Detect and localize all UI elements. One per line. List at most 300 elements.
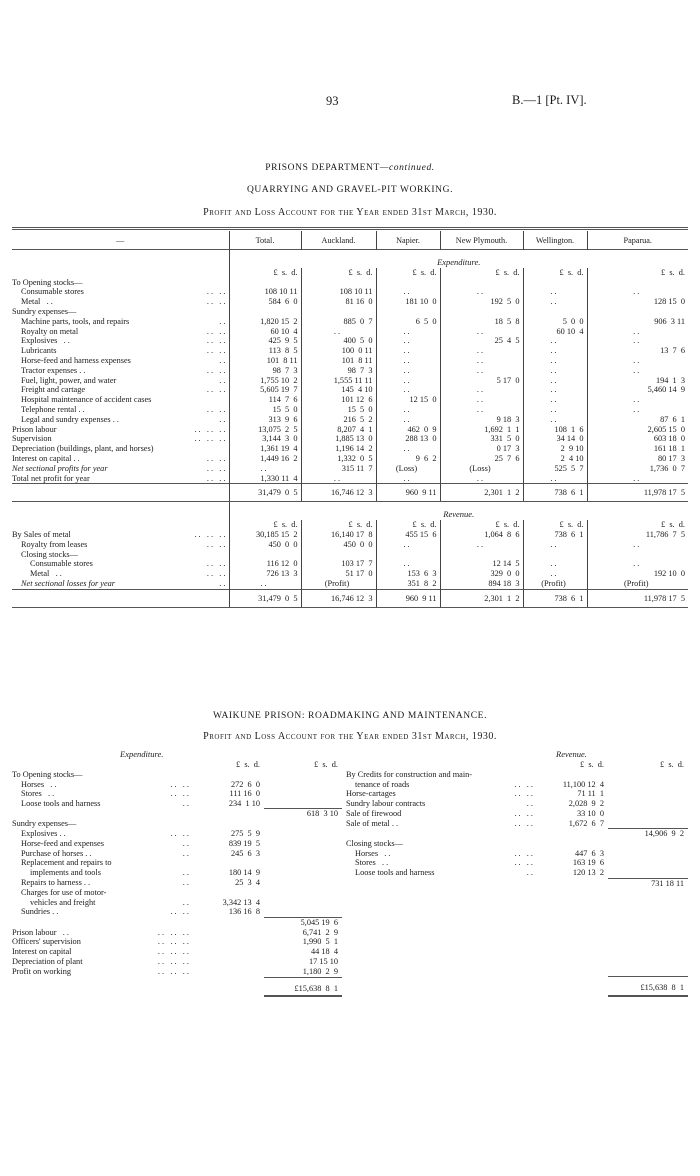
- amount-cell: [536, 770, 608, 780]
- subtotal-cell: [264, 770, 342, 780]
- row-label-cell: [12, 346, 229, 356]
- row-label: Fuel, light, power, and water: [21, 375, 117, 385]
- row-label: Purchase of horses . .: [21, 848, 92, 858]
- row-label-cell: [12, 849, 192, 859]
- value-cell: 313 9 6: [229, 415, 301, 425]
- leader-dots: . . . . . .: [157, 927, 189, 937]
- table-row: [12, 346, 688, 356]
- leader-dots: . . . .: [514, 848, 533, 858]
- value-cell: 9 18 3: [440, 415, 523, 425]
- money-unit-header: £ s. d.: [660, 760, 684, 769]
- value-cell: . .: [376, 540, 440, 550]
- table-row: [12, 789, 342, 799]
- value-cell: 98 7 3: [301, 366, 376, 376]
- table-row: [12, 780, 342, 790]
- row-label: Metal . .: [21, 297, 53, 307]
- row-label: Sundry labour contracts: [346, 799, 426, 809]
- value-cell: 116 12 0: [229, 559, 301, 569]
- leader-dots: . .: [219, 414, 226, 424]
- value-cell: . .: [440, 356, 523, 366]
- leader-dots: . . . .: [206, 365, 226, 375]
- value-cell: . .: [229, 579, 301, 589]
- amount-cell: 2,028 9 2: [568, 799, 604, 809]
- leader-dots: . . . . . .: [157, 966, 189, 976]
- blank-cell: [12, 250, 229, 268]
- value-cell: . .: [523, 356, 587, 366]
- table-row: [12, 819, 342, 829]
- blank-cell: [12, 760, 192, 770]
- value-cell: 726 13 3: [229, 569, 301, 579]
- value-cell: . .: [587, 336, 688, 346]
- row-label-cell: [12, 395, 229, 405]
- row-label: tenance of roads: [355, 779, 410, 789]
- value-cell: 108 10 11: [301, 287, 376, 297]
- leader-dots: . .: [526, 799, 533, 809]
- blank-cell: [12, 520, 229, 530]
- row-label: To Opening stocks—: [12, 277, 83, 287]
- value-cell: 101 8 11: [229, 356, 301, 366]
- subtotal-cell: [608, 849, 688, 859]
- leader-dots: . . . .: [170, 789, 189, 799]
- table-row: [346, 868, 688, 878]
- table-row: [12, 770, 342, 780]
- table-row: [12, 799, 342, 809]
- section-title-suffix: —continued.: [379, 163, 435, 173]
- amount-cell: [192, 947, 264, 957]
- value-cell: 194 1 3: [587, 376, 688, 386]
- value-cell: 108 10 11: [229, 287, 301, 297]
- row-label-cell: [12, 868, 192, 878]
- row-label-cell: [12, 770, 192, 780]
- amount-cell: [192, 928, 264, 938]
- value-cell: 101 12 6: [301, 395, 376, 405]
- value-cell: 1,755 10 2: [229, 376, 301, 386]
- amount-cell: [192, 917, 264, 927]
- row-label: Loose tools and harness: [355, 868, 435, 878]
- row-label: Net sectional profits for year: [12, 463, 108, 473]
- money-unit-header: £ s. d.: [236, 760, 260, 769]
- row-label: Consumable stores: [30, 559, 93, 569]
- row-label-cell: [12, 809, 192, 819]
- value-cell: 51 17 0: [301, 569, 376, 579]
- subtotal-cell: [264, 799, 342, 809]
- value-cell: . .: [376, 376, 440, 386]
- blank-cell: [12, 977, 192, 996]
- subtotal-cell: 731 18 11: [608, 878, 688, 888]
- column-header: Wellington.: [523, 231, 587, 250]
- value-cell: . .: [376, 405, 440, 415]
- money-unit-header: £ s. d.: [376, 520, 440, 530]
- subtotal-cell: 618 3 10: [264, 809, 342, 819]
- value-cell: 101 8 11: [301, 356, 376, 366]
- value-cell: 30,185 15 2: [229, 530, 301, 540]
- value-cell: 103 17 7: [301, 559, 376, 569]
- value-cell: . .: [587, 327, 688, 337]
- value-cell: . .: [376, 559, 440, 569]
- total-cell: 2,301 1 2: [440, 484, 523, 502]
- row-label-cell: [12, 917, 192, 927]
- value-cell: . .: [523, 415, 587, 425]
- value-cell: 87 6 1: [587, 415, 688, 425]
- section-heading: Expenditure.: [229, 250, 688, 268]
- value-cell: . .: [523, 395, 587, 405]
- value-cell: . .: [301, 327, 376, 337]
- leader-dots: . .: [526, 868, 533, 878]
- table-row: [12, 376, 688, 386]
- row-label-cell: [346, 819, 536, 829]
- money-unit-header: £ s. d.: [229, 520, 301, 530]
- value-cell: . .: [523, 376, 587, 386]
- value-cell: 60 10 4: [229, 327, 301, 337]
- amount-cell: [536, 878, 608, 888]
- value-cell: [523, 307, 587, 317]
- row-label-cell: [12, 559, 229, 569]
- money-unit-header: £ s. d.: [301, 268, 376, 278]
- value-cell: 462 0 9: [376, 425, 440, 435]
- value-cell: 1,064 8 6: [440, 530, 523, 540]
- table-row: [12, 385, 688, 395]
- row-label-cell: [12, 898, 192, 908]
- leader-dots: . .: [182, 878, 189, 888]
- table-row: [346, 809, 688, 819]
- value-cell: . .: [523, 540, 587, 550]
- row-label-cell: [12, 415, 229, 425]
- value-cell: 288 13 0: [376, 434, 440, 444]
- money-unit-header: £ s. d.: [523, 268, 587, 278]
- money-unit-header: £ s. d.: [440, 268, 523, 278]
- leader-dots: . . . .: [514, 808, 533, 818]
- value-cell: . .: [440, 405, 523, 415]
- row-label-cell: [12, 878, 192, 888]
- table-row: [12, 530, 688, 540]
- value-cell: . .: [376, 327, 440, 337]
- row-label-cell: [12, 444, 229, 454]
- value-cell: [229, 278, 301, 288]
- total-cell: 16,746 12 3: [301, 589, 376, 607]
- table1-column-headers: [12, 231, 688, 250]
- value-cell: (Loss): [440, 464, 523, 474]
- value-cell: 12 15 0: [376, 395, 440, 405]
- row-label: To Opening stocks—: [12, 769, 83, 779]
- row-label: By Sales of metal: [12, 529, 71, 539]
- value-cell: . .: [376, 336, 440, 346]
- total-cell: 960 9 11: [376, 484, 440, 502]
- value-cell: 2 9 10: [523, 444, 587, 454]
- leader-dots: . . . .: [206, 385, 226, 395]
- table-row: [12, 317, 688, 327]
- row-label-cell: [346, 868, 536, 878]
- value-cell: 108 1 6: [523, 425, 587, 435]
- value-cell: 25 4 5: [440, 336, 523, 346]
- subtotal-cell: 6,741 2 9: [302, 927, 338, 937]
- value-cell: . .: [587, 366, 688, 376]
- row-label: Sundry expenses—: [12, 819, 77, 829]
- row-label-cell: [12, 376, 229, 386]
- table-row: [12, 550, 688, 560]
- value-cell: 181 10 0: [376, 297, 440, 307]
- value-cell: 9 6 2: [376, 454, 440, 464]
- leader-dots: . . . .: [206, 297, 226, 307]
- subtotal-cell: [608, 839, 688, 849]
- total-cell: 2,301 1 2: [440, 589, 523, 607]
- subtotal-cell: 14,906 9 2: [608, 829, 688, 839]
- value-cell: 216 5 2: [301, 415, 376, 425]
- value-cell: . .: [523, 405, 587, 415]
- row-label-cell: [12, 829, 192, 839]
- leader-dots: . .: [219, 355, 226, 365]
- table-row: [12, 878, 342, 888]
- money-unit-header: £ s. d.: [440, 520, 523, 530]
- row-label-cell: [12, 888, 192, 898]
- row-label: Horse-feed and expenses: [21, 838, 104, 848]
- section-title: [0, 163, 700, 173]
- subtotal-cell: [608, 819, 688, 829]
- value-cell: 12 14 5: [440, 559, 523, 569]
- row-label-cell: [12, 550, 229, 560]
- section-heading: Revenue.: [229, 502, 688, 520]
- table-row: [12, 356, 688, 366]
- grand-total-row: [12, 977, 342, 996]
- value-cell: . .: [376, 346, 440, 356]
- table-row: [12, 336, 688, 346]
- value-cell: 15 5 0: [301, 405, 376, 415]
- value-cell: 5 17 0: [440, 376, 523, 386]
- value-cell: . .: [440, 385, 523, 395]
- row-label: Legal and sundry expenses . .: [21, 414, 119, 424]
- row-label-cell: [12, 425, 229, 435]
- amount-cell: [192, 937, 264, 947]
- table-row: [12, 937, 342, 947]
- value-cell: [229, 307, 301, 317]
- leader-dots: . . . . . .: [194, 424, 226, 434]
- value-cell: . .: [587, 405, 688, 415]
- table-row: [346, 799, 688, 809]
- value-cell: [587, 278, 688, 288]
- value-cell: . .: [440, 474, 523, 484]
- amount-cell: [192, 957, 264, 967]
- leader-dots: . . . .: [206, 569, 226, 579]
- row-label: Sale of metal . .: [346, 818, 399, 828]
- leader-dots: . . . . . .: [157, 937, 189, 947]
- amount-cell: 272 6 0: [230, 779, 260, 789]
- row-label-cell: [12, 839, 192, 849]
- amount-cell: [192, 967, 264, 977]
- amount-cell: 25 3 4: [235, 878, 260, 888]
- value-cell: 113 8 5: [229, 346, 301, 356]
- value-cell: . .: [587, 356, 688, 366]
- total-cell: 31,479 0 5: [229, 589, 301, 607]
- row-label-cell: [12, 799, 192, 809]
- subtotal-cell: [264, 878, 342, 888]
- row-label-cell: [12, 928, 192, 938]
- leader-dots: . .: [219, 316, 226, 326]
- blank-cell: [12, 502, 229, 520]
- column-header: —: [116, 236, 125, 245]
- value-cell: . .: [440, 346, 523, 356]
- value-cell: 1,449 16 2: [229, 454, 301, 464]
- waikune-expenditure-table: [12, 760, 342, 997]
- row-label-cell: [12, 356, 229, 366]
- leader-dots: . . . .: [514, 818, 533, 828]
- blank-cell: [346, 977, 536, 996]
- money-unit-header: £ s. d.: [314, 760, 338, 769]
- value-cell: 885 0 7: [301, 317, 376, 327]
- row-label-cell: [12, 819, 192, 829]
- amount-cell: 11,100 12 4: [562, 779, 604, 789]
- row-label-cell: [12, 858, 192, 868]
- table-row: [12, 898, 342, 908]
- table-row: [12, 809, 342, 819]
- row-label: Hospital maintenance of accident cases: [21, 395, 152, 405]
- page-number: 93: [326, 94, 339, 108]
- subtotal-cell: 1,990 5 1: [302, 937, 338, 947]
- value-cell: . .: [523, 297, 587, 307]
- leader-dots: . . . .: [514, 789, 533, 799]
- total-cell: 738 6 1: [523, 589, 587, 607]
- row-label: Repairs to harness . .: [21, 878, 91, 888]
- quarrying-table: [12, 231, 688, 608]
- amount-cell: 234 1 10: [228, 799, 260, 809]
- leader-dots: . . . .: [514, 779, 533, 789]
- value-cell: [440, 278, 523, 288]
- money-header-row: [346, 760, 688, 770]
- value-cell: . .: [440, 540, 523, 550]
- table-row: [346, 849, 688, 859]
- table-row: [12, 888, 342, 898]
- value-cell: 894 18 3: [440, 579, 523, 589]
- table-row: [12, 395, 688, 405]
- value-cell: 1,361 19 4: [229, 444, 301, 454]
- blank-cell: [346, 760, 536, 770]
- value-cell: 1,736 0 7: [587, 464, 688, 474]
- value-cell: . .: [587, 395, 688, 405]
- row-label: Horse-cartages: [346, 789, 396, 799]
- value-cell: (Profit): [587, 579, 688, 589]
- leader-dots: . .: [182, 897, 189, 907]
- value-cell: [229, 550, 301, 560]
- value-cell: 315 11 7: [301, 464, 376, 474]
- value-cell: 1,692 1 1: [440, 425, 523, 435]
- subtotal-cell: [608, 809, 688, 819]
- row-label: Machine parts, tools, and repairs: [21, 316, 130, 326]
- value-cell: [440, 550, 523, 560]
- amount-cell: [192, 858, 264, 868]
- row-label: Metal . .: [30, 569, 62, 579]
- row-label: Prison labour: [12, 424, 57, 434]
- row-label-cell: [12, 569, 229, 579]
- value-cell: [301, 550, 376, 560]
- blank-cell: [12, 484, 229, 502]
- row-label: Loose tools and harness: [21, 799, 101, 809]
- value-cell: . .: [376, 444, 440, 454]
- table-row: [12, 434, 688, 444]
- money-unit-header: £ s. d.: [587, 268, 688, 278]
- blank-cell: [536, 977, 608, 996]
- leader-dots: . .: [182, 848, 189, 858]
- row-label: Consumable stores: [21, 287, 84, 297]
- table-row: [12, 454, 688, 464]
- value-cell: 450 0 0: [229, 540, 301, 550]
- value-cell: . .: [376, 287, 440, 297]
- value-cell: 738 6 1: [523, 530, 587, 540]
- value-cell: [376, 278, 440, 288]
- value-cell: 584 6 0: [229, 297, 301, 307]
- row-label-cell: [346, 858, 536, 868]
- amount-cell: 136 16 8: [228, 907, 260, 917]
- row-label: Interest on capital: [12, 947, 72, 957]
- value-cell: 11,786 7 5: [587, 530, 688, 540]
- value-cell: . .: [587, 559, 688, 569]
- value-cell: (Profit): [523, 579, 587, 589]
- row-label: Officers' supervision: [12, 937, 81, 947]
- value-cell: 6 5 0: [376, 317, 440, 327]
- row-label: Sale of firewood: [346, 808, 402, 818]
- table-row: [12, 559, 688, 569]
- table-row: [346, 780, 688, 790]
- row-label-cell: [12, 957, 192, 967]
- table-row: [346, 878, 688, 888]
- amount-cell: [192, 819, 264, 829]
- amount-cell: 111 16 0: [229, 789, 260, 799]
- money-unit-header: £ s. d.: [580, 760, 604, 769]
- money-unit-header: £ s. d.: [376, 268, 440, 278]
- row-label-cell: [12, 366, 229, 376]
- leader-dots: . . . .: [206, 463, 226, 473]
- value-cell: 1,885 13 0: [301, 434, 376, 444]
- money-header-row: [12, 520, 688, 530]
- subtotal-cell: [608, 770, 688, 780]
- value-cell: 2,605 15 0: [587, 425, 688, 435]
- table2-caption: Profit and Loss Account for the Year ended 31st March, 1930.: [203, 731, 497, 742]
- amount-cell: [536, 839, 608, 849]
- row-label: Sundries . .: [21, 907, 59, 917]
- subtotal-cell: [264, 888, 342, 898]
- table-row: [346, 839, 688, 849]
- value-cell: . .: [523, 336, 587, 346]
- t2-revenue-heading: Revenue.: [556, 749, 587, 759]
- waikune-revenue-body: [346, 760, 688, 996]
- subtotal-cell: [608, 799, 688, 809]
- value-cell: 13 7 6: [587, 346, 688, 356]
- value-cell: 16,140 17 8: [301, 530, 376, 540]
- row-label: Freight and cartage: [21, 385, 86, 395]
- table-row: [12, 849, 342, 859]
- row-label-cell: [12, 780, 192, 790]
- value-cell: 192 10 0: [587, 569, 688, 579]
- value-cell: 8,207 4 1: [301, 425, 376, 435]
- value-cell: 80 17 3: [587, 454, 688, 464]
- amount-cell: 245 6 3: [230, 848, 260, 858]
- section-title-text: PRISONS DEPARTMENT: [265, 163, 380, 173]
- table2-subtitle: WAIKUNE PRISON: ROADMAKING AND MAINTENANCE.: [212, 711, 488, 721]
- column-header: Paparua.: [587, 231, 688, 250]
- table-row: [346, 789, 688, 799]
- row-label: Telephone rental . .: [21, 404, 85, 414]
- value-cell: 5,460 14 9: [587, 385, 688, 395]
- subtotal-cell: [264, 898, 342, 908]
- money-unit-header: £ s. d.: [523, 520, 587, 530]
- subtotal-cell: [264, 858, 342, 868]
- table-row: [12, 868, 342, 878]
- value-cell: 15 5 0: [229, 405, 301, 415]
- row-label: Explosives . .: [21, 829, 66, 839]
- value-cell: 351 8 2: [376, 579, 440, 589]
- column-header: Auckland.: [301, 231, 376, 250]
- row-label-cell: [346, 849, 536, 859]
- table-row: [12, 540, 688, 550]
- value-cell: 5 0 0: [523, 317, 587, 327]
- row-label: Explosives . .: [21, 336, 70, 346]
